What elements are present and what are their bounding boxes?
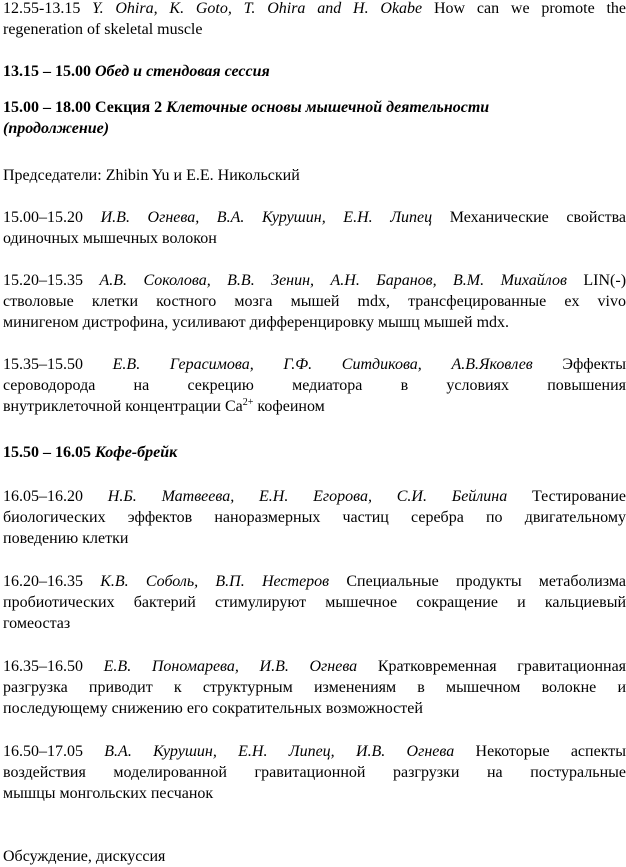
entry-line (3, 118, 626, 139)
entry-line (3, 571, 626, 592)
entry-title: гомеостаз (3, 615, 71, 632)
entry-line (3, 486, 626, 507)
break-title: Кофе-брейк (95, 444, 178, 461)
entry-line (3, 783, 626, 804)
entry-title: пробиотических бактерий стимулируют мышечное сокращение и кальциевый (3, 594, 626, 611)
entry-title: Специальные продукты метаболизма (346, 573, 626, 590)
section-title: (продолжение) (3, 120, 110, 137)
entry-line (3, 677, 626, 698)
entry-authors: Е.В. Пономарева, И.В. Огнева (103, 658, 358, 675)
entry-time: 15.20–15.35 (3, 272, 83, 289)
entry-authors: Н.Б. Матвеева, Е.Н. Егорова, С.И. Бейлина (107, 488, 508, 505)
entry-line (3, 442, 626, 463)
entry-line (3, 270, 626, 291)
entry-authors: Е.В. Герасимова, Г.Ф. Ситдикова, А.В.Яковлев (112, 356, 533, 373)
entry-title: regeneration of skeletal muscle (3, 21, 203, 38)
program-entry (3, 486, 626, 549)
entry-title: минигеном дистрофина, усиливают дифференцировку мышц мышей mdx. (3, 314, 510, 331)
program-entry (3, 656, 626, 719)
entry-time: 16.05–16.20 (3, 488, 83, 505)
entry-time: 16.20–16.35 (3, 573, 83, 590)
entry-line (3, 613, 626, 634)
session-break (3, 442, 626, 463)
entry-title: воздействия моделированной гравитационной разгрузки на постуральные (3, 764, 626, 781)
session-break (3, 61, 626, 82)
entry-title: поведению клетки (3, 530, 129, 547)
entry-line (3, 592, 626, 613)
entry-authors: К.В. Соболь, В.П. Нестеров (100, 573, 330, 590)
entry-time: 15.00–15.20 (3, 209, 83, 226)
entry-line (3, 0, 626, 19)
entry-line (3, 97, 626, 118)
superscript: 2+ (242, 397, 254, 408)
entry-title: сероводорода на секрецию медиатора в условиях повышения (3, 377, 626, 394)
entry-title: стволовые клетки костного мозга мышей mdx, трансфецированные ex vivo (3, 293, 626, 310)
entry-time: 15.35–15.50 (3, 356, 83, 373)
entry-title: Эффекты (562, 356, 626, 373)
section-prefix: 15.00 – 18.00 Секция 2 (3, 99, 163, 116)
chairs (3, 165, 626, 186)
entry-line (3, 507, 626, 528)
entry-title: Кратковременная гравитационная (377, 658, 626, 675)
entry-title: биологических эффектов наноразмерных частиц серебра по двигательному (3, 509, 626, 526)
entry-line (3, 228, 626, 249)
break-title: Обед и стендовая сессия (95, 63, 270, 80)
program-entry (3, 0, 626, 40)
entry-title: кофеином (253, 398, 325, 415)
entry-authors: И.В. Огнева, В.А. Курушин, Е.Н. Липец (100, 209, 433, 226)
entry-line (3, 61, 626, 82)
chairs-text: Председатели: Zhibin Yu и Е.Е. Никольский (3, 167, 300, 184)
entry-line (3, 741, 626, 762)
entry-authors: А.В. Соколова, В.В. Зенин, А.Н. Баранов, В.М. Михайлов (99, 272, 567, 289)
entry-line (3, 528, 626, 549)
discussion (3, 846, 626, 867)
entry-line (3, 312, 626, 333)
entry-line (3, 207, 626, 228)
program-entry (3, 270, 626, 333)
entry-title: последующему снижению его сократительных возможностей (3, 700, 423, 717)
entry-line (3, 19, 626, 40)
program-entry (3, 354, 626, 417)
section-title: Клеточные основы мышечной деятельности (166, 99, 490, 116)
entry-title: разгрузка приводит к структурным изменениям в мышечном волокне и (3, 679, 626, 696)
entry-title: How can we promote the (433, 0, 626, 17)
entry-title: Механические свойства (449, 209, 626, 226)
entry-time: 12.55-13.15 (3, 0, 81, 17)
entry-authors: Y. Ohira, K. Goto, T. Ohira and H. Okabe (92, 0, 423, 17)
entry-title: мышцы монгольских песчанок (3, 785, 214, 802)
entry-title: Тестирование (532, 488, 626, 505)
entry-time: 16.35–16.50 (3, 658, 83, 675)
section-heading (3, 97, 626, 139)
entry-title: внутриклеточной концентрации Са (3, 398, 243, 415)
entry-time: 16.50–17.05 (3, 743, 83, 760)
entry-time: 13.15 – 15.00 (3, 63, 91, 80)
entry-line (3, 656, 626, 677)
entry-line (3, 698, 626, 719)
entry-line (3, 396, 626, 417)
program-entry (3, 741, 626, 804)
entry-title: LIN(-) (583, 272, 626, 289)
entry-time: 15.50 – 16.05 (3, 444, 91, 461)
entry-line (3, 375, 626, 396)
entry-line (3, 762, 626, 783)
discussion-text: Обсуждение, дискуссия (3, 848, 166, 865)
entry-line (3, 354, 626, 375)
entry-title: Некоторые аспекты (475, 743, 626, 760)
entry-line (3, 291, 626, 312)
program-entry (3, 207, 626, 249)
entry-title: одиночных мышечных волокон (3, 230, 217, 247)
entry-authors: В.А. Курушин, Е.Н. Липец, И.В. Огнева (104, 743, 455, 760)
program-entry (3, 571, 626, 634)
